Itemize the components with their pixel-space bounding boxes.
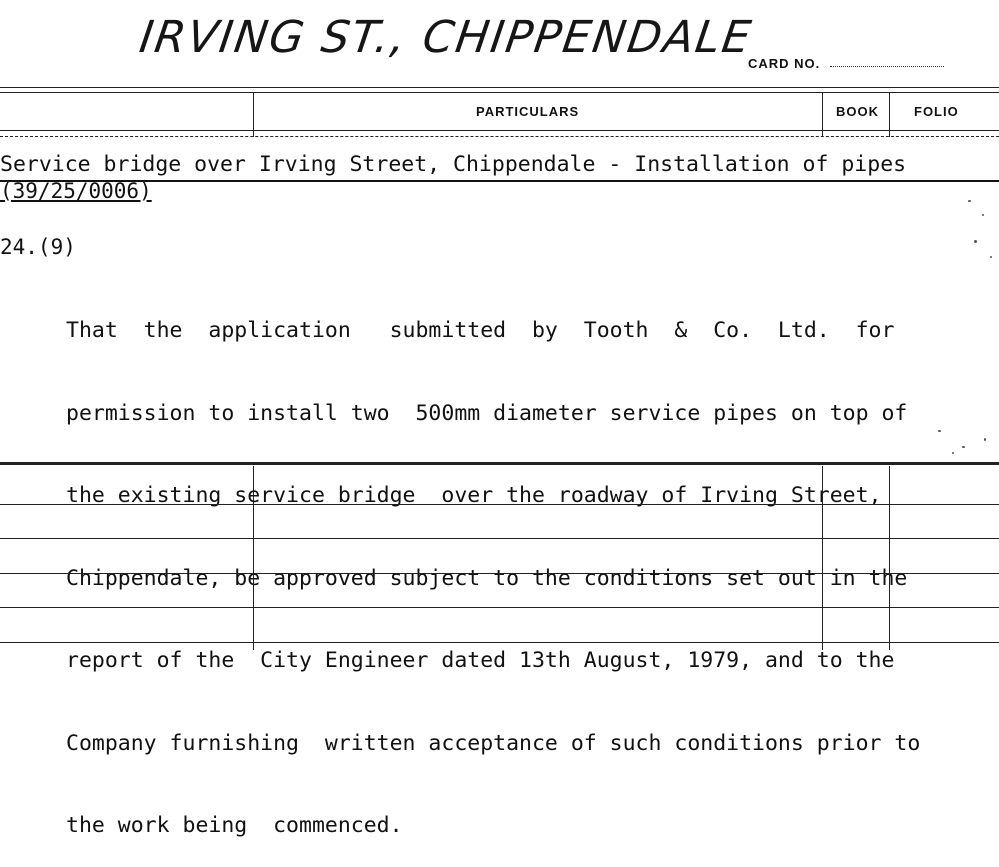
ledger-row-rule xyxy=(0,504,999,505)
table-top-rule xyxy=(0,87,999,88)
scan-speck xyxy=(982,214,984,216)
header-book: BOOK xyxy=(836,104,879,119)
scan-speck xyxy=(974,240,977,243)
card-no-label: CARD NO. xyxy=(748,56,821,71)
header-bottom-rule xyxy=(0,130,999,131)
header-folio: FOLIO xyxy=(914,104,959,119)
ledger-row-rule xyxy=(0,607,999,608)
handwritten-heading: IRVING ST., CHIPPENDALE xyxy=(136,12,756,63)
column-divider-2 xyxy=(822,466,823,650)
entry-bottom-rule xyxy=(0,462,999,465)
ledger-row-rule xyxy=(0,642,999,643)
scan-speck xyxy=(962,446,965,448)
resolution-line: report of the City Engineer dated 13th August, 1979, and to the xyxy=(66,648,895,673)
column-divider-1 xyxy=(253,466,254,650)
resolution-line: Company furnishing written acceptance of such conditions prior to xyxy=(66,730,921,756)
scan-speck xyxy=(990,256,992,258)
resolution-text xyxy=(66,262,920,867)
ledger-row-rule xyxy=(0,573,999,574)
ledger-row-rule xyxy=(0,538,999,539)
scan-speck xyxy=(938,430,941,432)
resolution-line: the work being commenced. xyxy=(66,813,403,838)
resolution-line: Chippendale, be approved subject to the conditions set out in the xyxy=(66,565,908,591)
entry-reference: (39/25/0006) xyxy=(0,179,152,203)
scan-speck xyxy=(984,438,986,441)
column-divider-3 xyxy=(889,466,890,650)
resolution-line: That the application submitted by Tooth & Co. Ltd. for xyxy=(66,318,895,343)
resolution-line: the existing service bridge over the roadway of Irving Street, xyxy=(66,483,882,508)
table-top-rule-2 xyxy=(0,92,999,93)
resolution-line: permission to install two 500mm diameter service pipes on top of xyxy=(66,400,908,426)
scan-speck xyxy=(952,452,954,454)
item-number: 24.(9) xyxy=(0,235,76,259)
entry-title: Service bridge over Irving Street, Chippendale - Installation of pipes xyxy=(0,152,907,177)
scan-speck xyxy=(968,200,971,202)
card-no-blank xyxy=(830,66,944,67)
header-bottom-rule-2 xyxy=(0,136,999,137)
header-particulars: PARTICULARS xyxy=(476,104,580,119)
